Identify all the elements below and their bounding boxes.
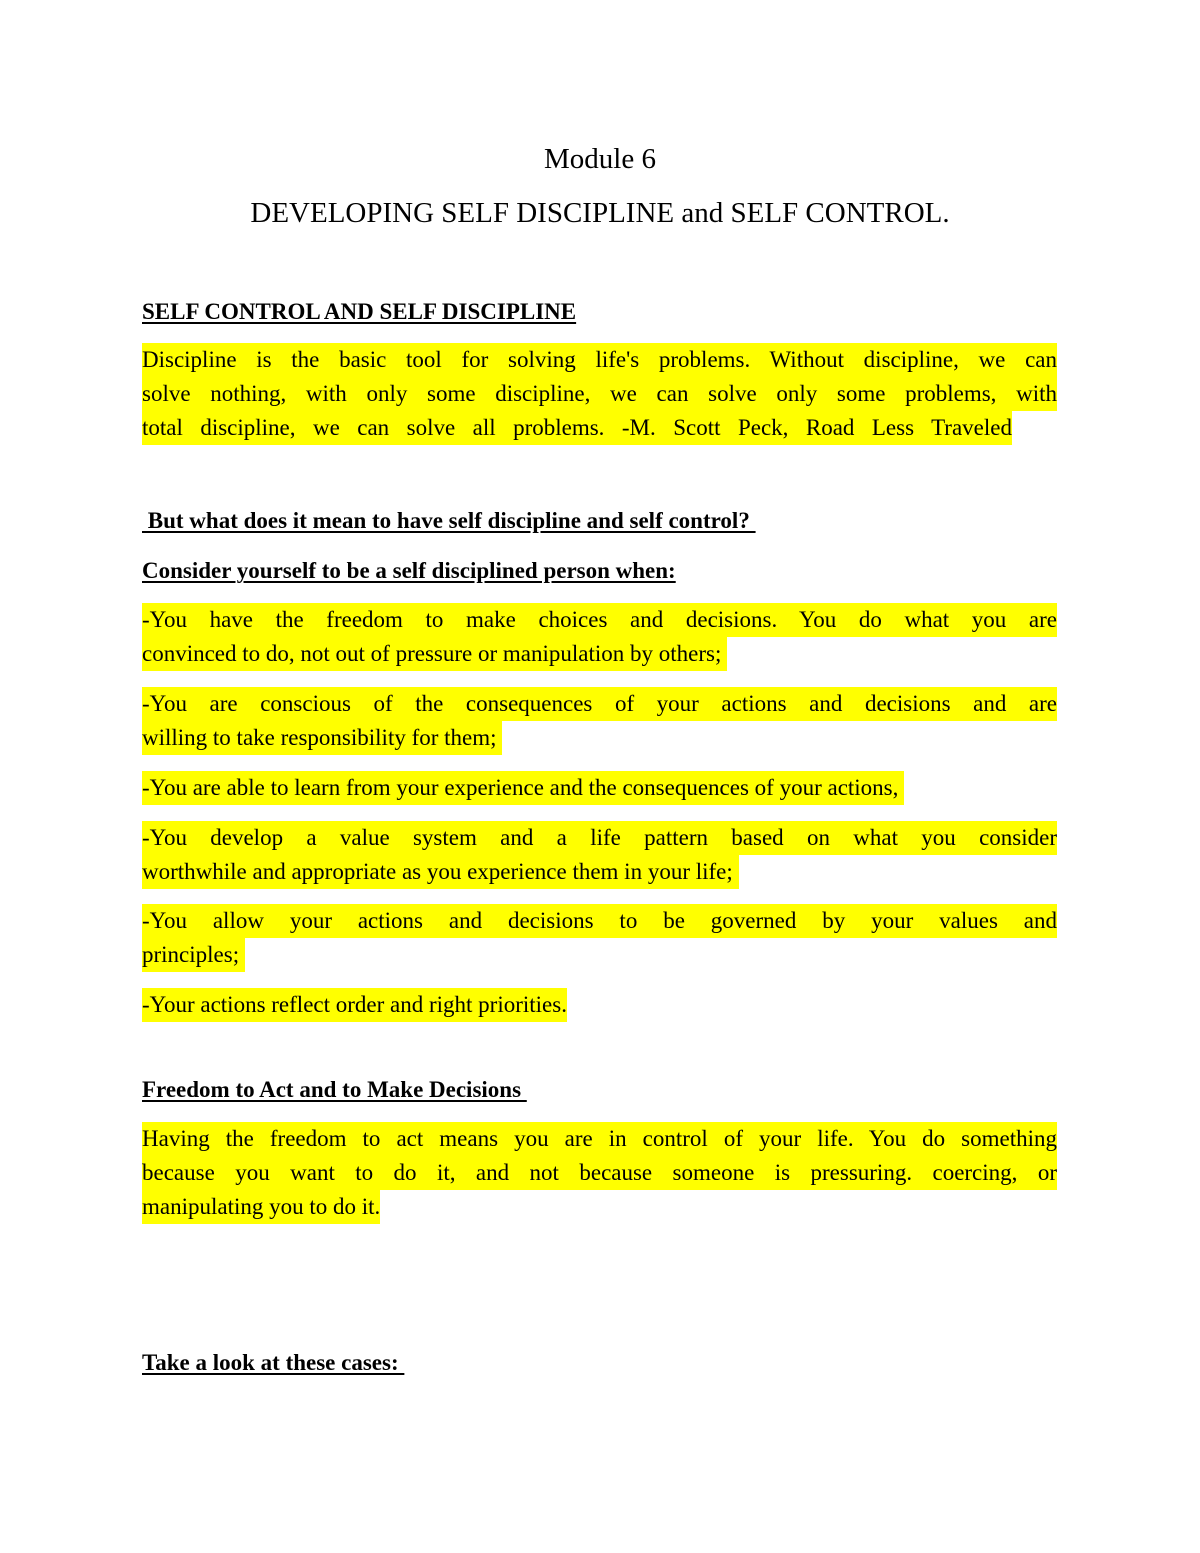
freedom-line: manipulating you to do it. [142,1190,380,1224]
subheading-self-disciplined: Consider yourself to be a self disciplined person when: [142,558,676,583]
list-item [142,904,1057,972]
list-item-line: principles; [142,938,245,972]
quote-line: solve nothing, with only some discipline, we can solve only some problems, with [142,377,1057,411]
freedom-paragraph [142,1122,1057,1224]
list-item [142,603,1057,671]
quote-line: total discipline, we can solve all problems. -M. Scott Peck, Road Less Traveled [142,411,1012,445]
list-item [142,821,1057,889]
list-item-line: -You are able to learn from your experience and the consequences of your actions, [142,771,904,805]
list-item [142,687,1057,755]
list-item-line: worthwhile and appropriate as you experience them in your life; [142,855,739,889]
list-item-line: -Your actions reflect order and right priorities. [142,988,567,1022]
list-item [142,988,1057,1022]
quote-line: Discipline is the basic tool for solving life's problems. Without discipline, we can [142,343,1057,377]
list-item-line: convinced to do, not out of pressure or manipulation by others; [142,637,727,671]
section-heading-self-control: SELF CONTROL AND SELF DISCIPLINE [142,299,577,324]
list-item-line: -You allow your actions and decisions to be governed by your values and [142,904,1057,938]
list-item-line: willing to take responsibility for them; [142,721,502,755]
main-title: DEVELOPING SELF DISCIPLINE and SELF CONTROL. [250,197,950,229]
list-item-line: -You have the freedom to make choices and decisions. You do what you are [142,603,1057,637]
module-title: Module 6 [544,143,656,175]
list-item [142,771,1057,805]
list-item-line: -You develop a value system and a life pattern based on what you consider [142,821,1057,855]
section-heading-cases: Take a look at these cases: [142,1350,405,1375]
question-heading: But what does it mean to have self discipline and self control? [142,508,756,533]
quote-paragraph [142,343,1057,445]
section-heading-freedom: Freedom to Act and to Make Decisions [142,1077,527,1102]
freedom-line: because you want to do it, and not because someone is pressuring. coercing, or [142,1156,1057,1190]
freedom-line: Having the freedom to act means you are in control of your life. You do something [142,1122,1057,1156]
list-item-line: -You are conscious of the consequences of your actions and decisions and are [142,687,1057,721]
